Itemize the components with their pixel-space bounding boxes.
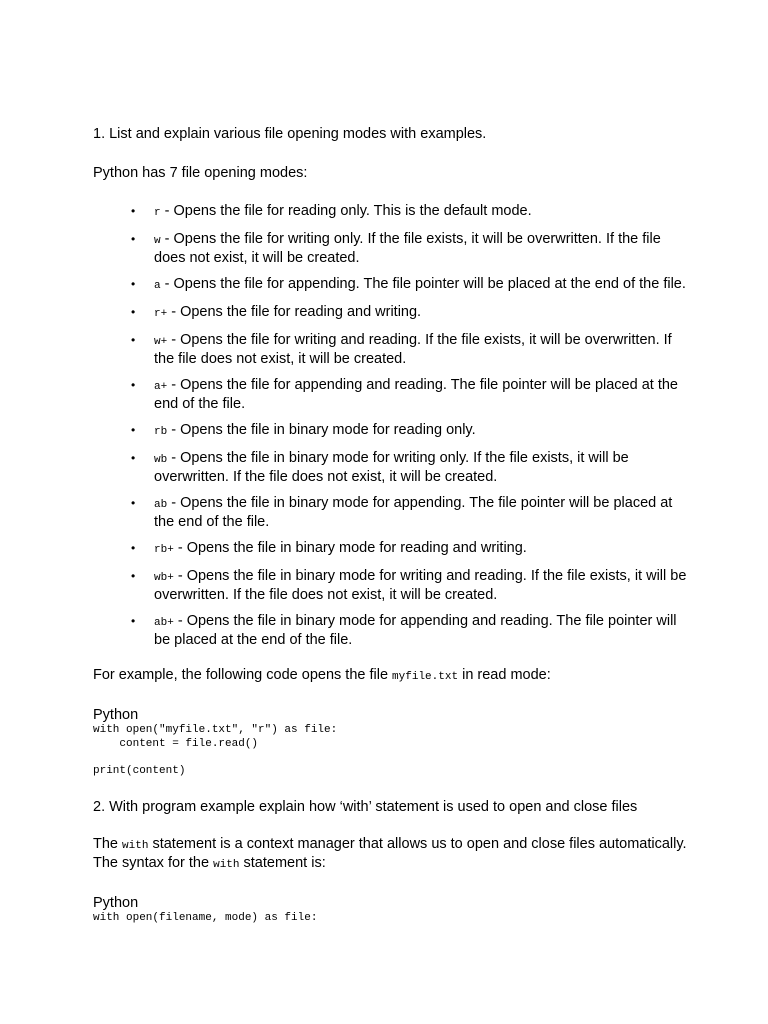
question-2-heading: 2. With program example explain how ‘with’ statement is used to open and close files <box>93 799 638 815</box>
mode-code: wb+ <box>154 572 174 584</box>
mode-description: - Opens the file in binary mode for reading and writing. <box>173 540 527 556</box>
bullet-icon: • <box>131 451 136 465</box>
example-filename: myfile.txt <box>392 671 459 683</box>
mode-code: a+ <box>154 381 168 393</box>
mode-description: - Opens the file for writing only. If the file exists, it will be overwritten. If the file does not exist, it will be created. <box>154 231 661 266</box>
list-item <box>131 540 693 559</box>
list-item <box>131 377 693 413</box>
list-item <box>131 613 693 649</box>
mode-code: r <box>154 207 161 219</box>
code-language-label: Python <box>93 895 139 911</box>
modes-intro: Python has 7 file opening modes: <box>93 165 308 181</box>
list-item <box>131 422 693 441</box>
mode-description: - Opens the file for appending and reading. The file pointer will be placed at the end of the file. <box>154 377 678 412</box>
mode-description: - Opens the file in binary mode for writing and reading. If the file exists, it will be overwritten. If the file does not exist, it will be created. <box>154 568 687 603</box>
mode-code: wb <box>154 454 168 466</box>
mode-description: - Opens the file for reading only. This is the default mode. <box>160 203 532 219</box>
bullet-icon: • <box>131 378 136 392</box>
mode-code: ab+ <box>154 617 174 629</box>
list-item <box>131 332 693 368</box>
mode-description: - Opens the file in binary mode for reading only. <box>167 422 476 438</box>
list-item <box>131 203 693 222</box>
with-keyword: with <box>213 859 240 871</box>
list-item <box>131 450 693 486</box>
mode-description: - Opens the file for reading and writing. <box>167 304 422 320</box>
bullet-icon: • <box>131 333 136 347</box>
mode-description: - Opens the file in binary mode for appending and reading. The file pointer will be placed at the end of the file. <box>154 613 677 648</box>
code-block: with open(filename, mode) as file: <box>93 912 318 924</box>
bullet-icon: • <box>131 232 136 246</box>
bullet-icon: • <box>131 277 136 291</box>
example-text-after: in read mode: <box>458 667 551 683</box>
with-text-2: statement is a context manager that allows us to open and close files automatically. The syntax for the <box>93 836 687 871</box>
list-item <box>131 495 693 531</box>
list-item <box>131 304 693 323</box>
mode-description: - Opens the file for writing and reading. If the file exists, it will be overwritten. If the file does not exist, it will be created. <box>154 332 672 367</box>
bullet-icon: • <box>131 204 136 218</box>
bullet-icon: • <box>131 614 136 628</box>
mode-code: w <box>154 235 161 247</box>
with-keyword: with <box>122 840 149 852</box>
example-text-before: For example, the following code opens the file <box>93 667 393 683</box>
code-language-label: Python <box>93 707 139 723</box>
list-item <box>131 276 693 295</box>
bullet-icon: • <box>131 569 136 583</box>
with-text-1: The <box>93 836 123 852</box>
bullet-icon: • <box>131 423 136 437</box>
code-block: with open("myfile.txt", "r") as file: content = file.read() print(content) <box>93 724 338 777</box>
question-1-heading: 1. List and explain various file opening modes with examples. <box>93 126 487 142</box>
mode-description: - Opens the file in binary mode for writing only. If the file exists, it will be overwritten. If the file does not exist, it will be created. <box>154 450 629 485</box>
mode-description: - Opens the file in binary mode for appending. The file pointer will be placed at the end of the file. <box>154 495 673 530</box>
bullet-icon: • <box>131 496 136 510</box>
mode-code: rb+ <box>154 544 174 556</box>
mode-code: r+ <box>154 308 168 320</box>
with-text-3: statement is: <box>239 855 326 871</box>
mode-code: a <box>154 280 161 292</box>
bullet-icon: • <box>131 305 136 319</box>
list-item <box>131 231 693 267</box>
mode-code: rb <box>154 426 168 438</box>
mode-code: w+ <box>154 336 168 348</box>
with-statement-paragraph <box>93 836 693 874</box>
document-page <box>93 126 693 926</box>
file-modes-list <box>93 203 693 649</box>
example-paragraph <box>93 667 693 686</box>
mode-code: ab <box>154 499 168 511</box>
mode-description: - Opens the file for appending. The file pointer will be placed at the end of the file. <box>160 276 686 292</box>
bullet-icon: • <box>131 541 136 555</box>
list-item <box>131 568 693 604</box>
